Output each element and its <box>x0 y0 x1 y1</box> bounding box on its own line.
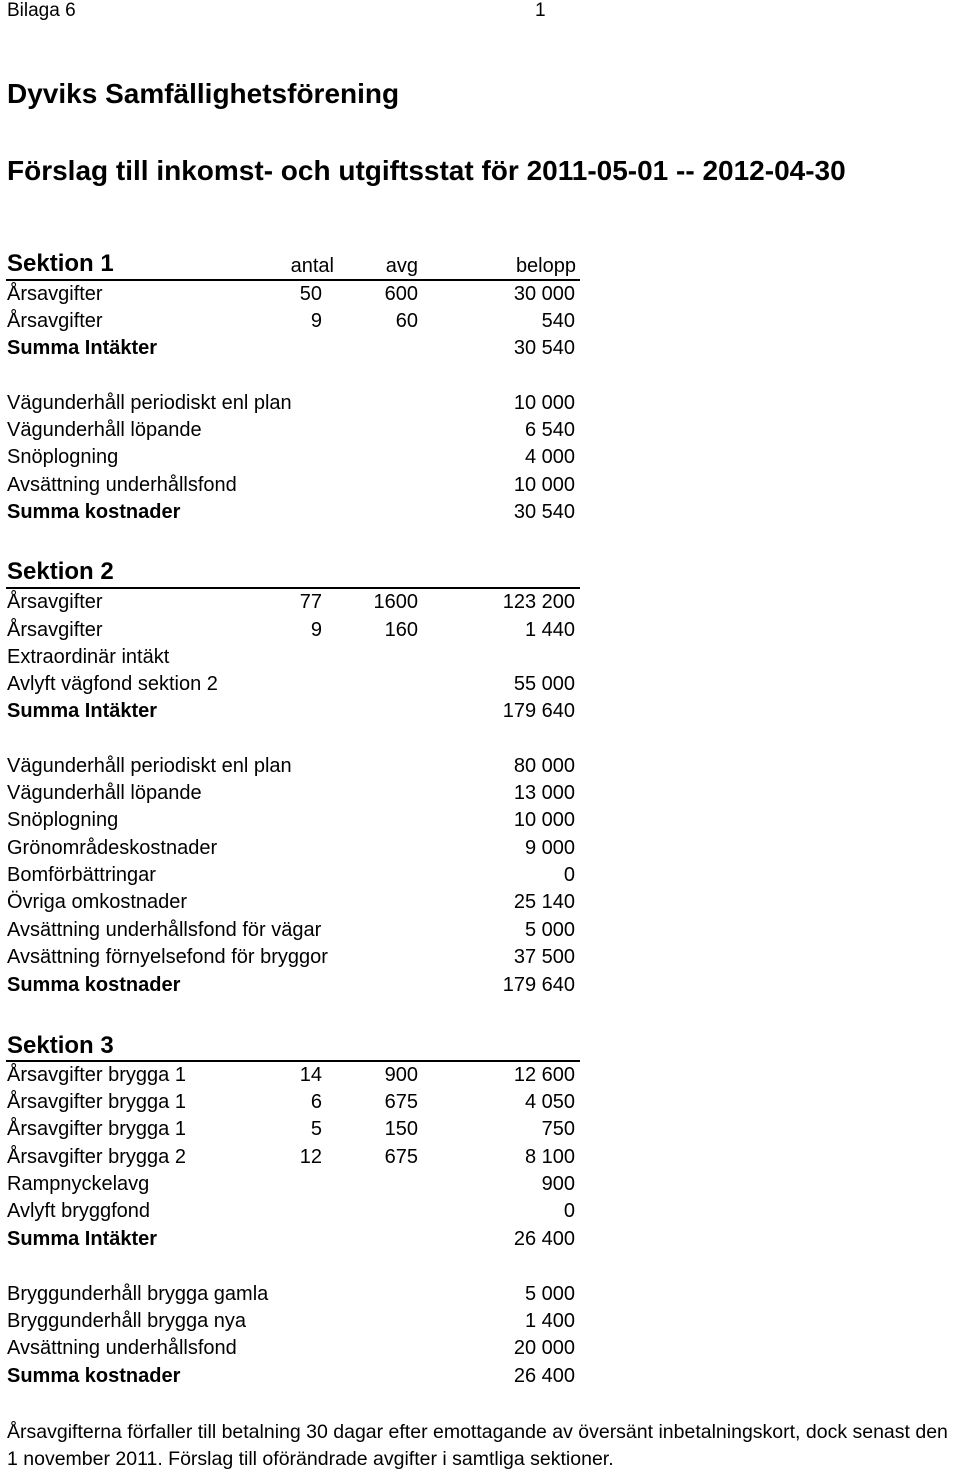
section-2-title: Sektion 2 <box>7 558 114 585</box>
table-row <box>0 919 960 946</box>
table-row <box>0 1091 960 1118</box>
table-row <box>0 946 960 973</box>
table-row <box>0 891 960 918</box>
row-avg: 600 <box>384 283 418 305</box>
table-row <box>0 1310 960 1337</box>
row-label: Grönområdeskostnader <box>7 837 218 859</box>
row-label: Summa Intäkter <box>7 700 158 722</box>
row-label: Vägunderhåll löpande <box>7 419 202 441</box>
row-label: Vägunderhåll periodiskt enl plan <box>7 755 292 777</box>
column-header-avg: avg <box>385 255 418 277</box>
section-2-rule <box>6 587 580 589</box>
row-belopp: 30 000 <box>513 283 575 305</box>
section-1-title: Sektion 1 <box>7 250 114 277</box>
table-row <box>0 310 960 337</box>
table-row <box>0 1200 960 1227</box>
table-row <box>0 837 960 864</box>
row-avg: 150 <box>384 1118 418 1140</box>
row-belopp: 26 400 <box>513 1365 575 1387</box>
row-belopp: 4 000 <box>524 446 575 468</box>
row-antal: 77 <box>299 591 322 613</box>
row-label: Snöplogning <box>7 446 119 468</box>
row-label: Rampnyckelavg <box>7 1173 150 1195</box>
row-belopp: 20 000 <box>513 1337 575 1359</box>
row-label: Årsavgifter brygga 1 <box>7 1118 186 1140</box>
row-label: Årsavgifter <box>7 591 103 613</box>
column-header-belopp: belopp <box>515 255 576 277</box>
row-belopp: 123 200 <box>502 591 575 613</box>
table-row <box>0 1118 960 1145</box>
row-belopp: 10 000 <box>513 809 575 831</box>
row-belopp: 30 540 <box>513 337 575 359</box>
table-row <box>0 283 960 310</box>
row-avg: 60 <box>395 310 418 332</box>
subtotal-row <box>0 974 960 1001</box>
table-row <box>0 1337 960 1364</box>
row-label: Avlyft vägfond sektion 2 <box>7 673 218 695</box>
table-row <box>0 392 960 419</box>
row-label: Övriga omkostnader <box>7 891 188 913</box>
row-label: Årsavgifter <box>7 283 103 305</box>
row-belopp: 37 500 <box>513 946 575 968</box>
subtotal-row <box>0 1228 960 1255</box>
row-label: Årsavgifter brygga 2 <box>7 1146 186 1168</box>
section-3-rule <box>6 1060 580 1062</box>
row-label: Bomförbättringar <box>7 864 156 886</box>
column-header-antal: antal <box>290 255 334 277</box>
table-row <box>0 419 960 446</box>
row-label: Avsättning förnyelsefond för bryggor <box>7 946 328 968</box>
section-3-title: Sektion 3 <box>7 1032 114 1059</box>
table-row <box>0 864 960 891</box>
row-label: Extraordinär intäkt <box>7 646 170 668</box>
row-belopp: 179 640 <box>502 974 575 996</box>
row-belopp: 26 400 <box>513 1228 575 1250</box>
table-row <box>0 1283 960 1310</box>
row-label: Årsavgifter <box>7 619 103 641</box>
row-belopp: 8 100 <box>524 1146 575 1168</box>
row-label: Årsavgifter brygga 1 <box>7 1064 186 1086</box>
row-belopp: 25 140 <box>513 891 575 913</box>
row-belopp: 10 000 <box>513 392 575 414</box>
table-row <box>0 646 960 673</box>
row-belopp: 6 540 <box>524 419 575 441</box>
row-label: Summa Intäkter <box>7 337 158 359</box>
row-label: Summa kostnader <box>7 501 181 523</box>
table-row <box>0 755 960 782</box>
subtotal-row <box>0 700 960 727</box>
row-antal: 12 <box>299 1146 322 1168</box>
row-belopp: 55 000 <box>513 673 575 695</box>
row-antal: 5 <box>310 1118 322 1140</box>
table-row <box>0 446 960 473</box>
row-avg: 675 <box>384 1091 418 1113</box>
table-row <box>0 673 960 700</box>
row-label: Bryggunderhåll brygga nya <box>7 1310 247 1332</box>
table-row <box>0 1064 960 1091</box>
table-row <box>0 619 960 646</box>
row-antal: 6 <box>310 1091 322 1113</box>
table-row <box>0 474 960 501</box>
row-label: Årsavgifter brygga 1 <box>7 1091 186 1113</box>
row-belopp: 10 000 <box>513 474 575 496</box>
row-label: Bryggunderhåll brygga gamla <box>7 1283 269 1305</box>
table-row <box>0 1146 960 1173</box>
row-label: Avlyft bryggfond <box>7 1200 151 1222</box>
row-antal: 9 <box>310 310 322 332</box>
row-belopp: 80 000 <box>513 755 575 777</box>
row-label: Avsättning underhållsfond <box>7 1337 237 1359</box>
subtotal-row <box>0 337 960 364</box>
row-belopp: 30 540 <box>513 501 575 523</box>
subtotal-row <box>0 1365 960 1392</box>
row-avg: 900 <box>384 1064 418 1086</box>
row-label: Snöplogning <box>7 809 119 831</box>
row-label: Summa Intäkter <box>7 1228 158 1250</box>
row-belopp: 12 600 <box>513 1064 575 1086</box>
row-belopp: 0 <box>563 1200 575 1222</box>
row-belopp: 900 <box>541 1173 575 1195</box>
table-row <box>0 782 960 809</box>
table-row <box>0 1173 960 1200</box>
row-label: Summa kostnader <box>7 1365 181 1387</box>
row-label: Avsättning underhållsfond för vägar <box>7 919 322 941</box>
row-belopp: 4 050 <box>524 1091 575 1113</box>
row-label: Summa kostnader <box>7 974 181 996</box>
table-row <box>0 809 960 836</box>
payment-terms-note: Årsavgifterna förfaller till betalning 30 dagar efter emottagande av översänt inbetalningskort, dock senast den 1 november 2011. Förslag till oförändrade avgifter i samtliga sektioner. <box>7 1421 948 1470</box>
table-row <box>0 591 960 618</box>
row-belopp: 1 400 <box>524 1310 575 1332</box>
row-label: Avsättning underhållsfond <box>7 474 237 496</box>
row-antal: 50 <box>299 283 322 305</box>
row-avg: 675 <box>384 1146 418 1168</box>
row-belopp: 5 000 <box>524 919 575 941</box>
page-number: 1 <box>535 0 546 21</box>
row-label: Vägunderhåll löpande <box>7 782 202 804</box>
row-belopp: 13 000 <box>513 782 575 804</box>
attachment-label: Bilaga 6 <box>7 0 76 21</box>
row-belopp: 540 <box>541 310 575 332</box>
row-belopp: 5 000 <box>524 1283 575 1305</box>
row-label: Vägunderhåll periodiskt enl plan <box>7 392 292 414</box>
row-belopp: 0 <box>563 864 575 886</box>
organization-title: Dyviks Samfällighetsförening <box>7 78 400 109</box>
row-avg: 160 <box>384 619 418 641</box>
subtotal-row <box>0 501 960 528</box>
budget-title: Förslag till inkomst- och utgiftsstat för 2011-05-01 -- 2012-04-30 <box>7 155 846 186</box>
row-antal: 14 <box>299 1064 322 1086</box>
row-belopp: 1 440 <box>524 619 575 641</box>
row-avg: 1600 <box>373 591 418 613</box>
row-belopp: 179 640 <box>502 700 575 722</box>
row-belopp: 9 000 <box>524 837 575 859</box>
row-label: Årsavgifter <box>7 310 103 332</box>
row-antal: 9 <box>310 619 322 641</box>
row-belopp: 750 <box>541 1118 575 1140</box>
section-1-rule <box>6 279 580 281</box>
